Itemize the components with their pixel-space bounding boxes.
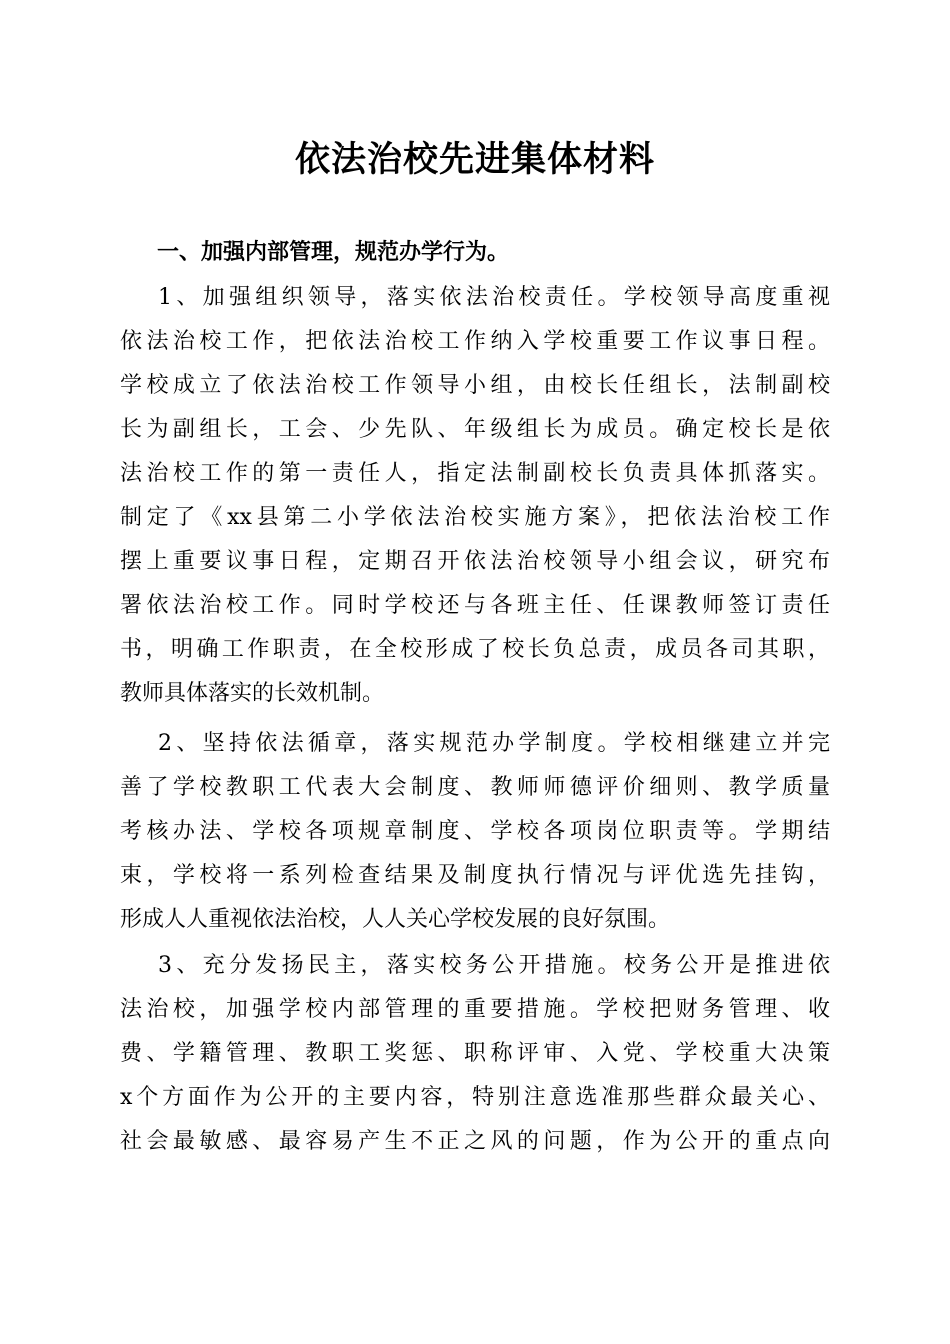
paragraph-3 bbox=[120, 944, 830, 1164]
paragraph-line: x个方面作为公开的主要内容，特别注意选准那些群众最关心、 bbox=[120, 1085, 830, 1110]
paragraph-line: 善了学校教职工代表大会制度、教师师德评价细则、教学质量 bbox=[120, 775, 830, 800]
paragraph-line: 2、坚持依法循章，落实规范办学制度。学校相继建立并完 bbox=[158, 731, 830, 756]
paragraph-line: 1、加强组织领导，落实依法治校责任。学校领导高度重视 bbox=[158, 285, 830, 310]
paragraph-line: 束，学校将一系列检查结果及制度执行情况与评优选先挂钩， bbox=[120, 863, 830, 888]
paragraph-line: 费、学籍管理、教职工奖惩、职称评审、入党、学校重大决策 bbox=[120, 1041, 830, 1066]
paragraph-line: 3、充分发扬民主，落实校务公开措施。校务公开是推进依 bbox=[158, 953, 830, 978]
paragraph-line: 教师具体落实的长效机制。 bbox=[120, 681, 385, 706]
paragraph-1 bbox=[120, 276, 830, 716]
paragraph-line: 依法治校工作，把依法治校工作纳入学校重要工作议事日程。 bbox=[120, 329, 830, 354]
paragraph-line: 书，明确工作职责，在全校形成了校长负总责，成员各司其职， bbox=[120, 637, 830, 662]
paragraph-line: 法治校工作的第一责任人，指定法制副校长负责具体抓落实。 bbox=[120, 461, 830, 486]
paragraph-line: 形成人人重视依法治校，人人关心学校发展的良好氛围。 bbox=[120, 907, 671, 932]
document-title: 依法治校先进集体材料 bbox=[294, 139, 655, 180]
paragraph-line: 法治校，加强学校内部管理的重要措施。学校把财务管理、收 bbox=[120, 997, 830, 1022]
paragraph-line: 长为副组长，工会、少先队、年级组长为成员。确定校长是依 bbox=[120, 417, 830, 442]
paragraph-line: 学校成立了依法治校工作领导小组，由校长任组长，法制副校 bbox=[120, 373, 830, 398]
paragraph-line: 社会最敏感、最容易产生不正之风的问题，作为公开的重点向 bbox=[120, 1129, 830, 1154]
paragraph-2 bbox=[120, 722, 830, 942]
paragraph-line: 署依法治校工作。同时学校还与各班主任、任课教师签订责任 bbox=[120, 593, 830, 618]
paragraph-line: 摆上重要议事日程，定期召开依法治校领导小组会议，研究布 bbox=[120, 549, 830, 574]
paragraph-line: 考核办法、学校各项规章制度、学校各项岗位职责等。学期结 bbox=[120, 819, 830, 844]
paragraph-line: 制定了《xx县第二小学依法治校实施方案》，把依法治校工作 bbox=[120, 505, 830, 530]
section-heading: 一、加强内部管理，规范办学行为。 bbox=[157, 240, 510, 265]
